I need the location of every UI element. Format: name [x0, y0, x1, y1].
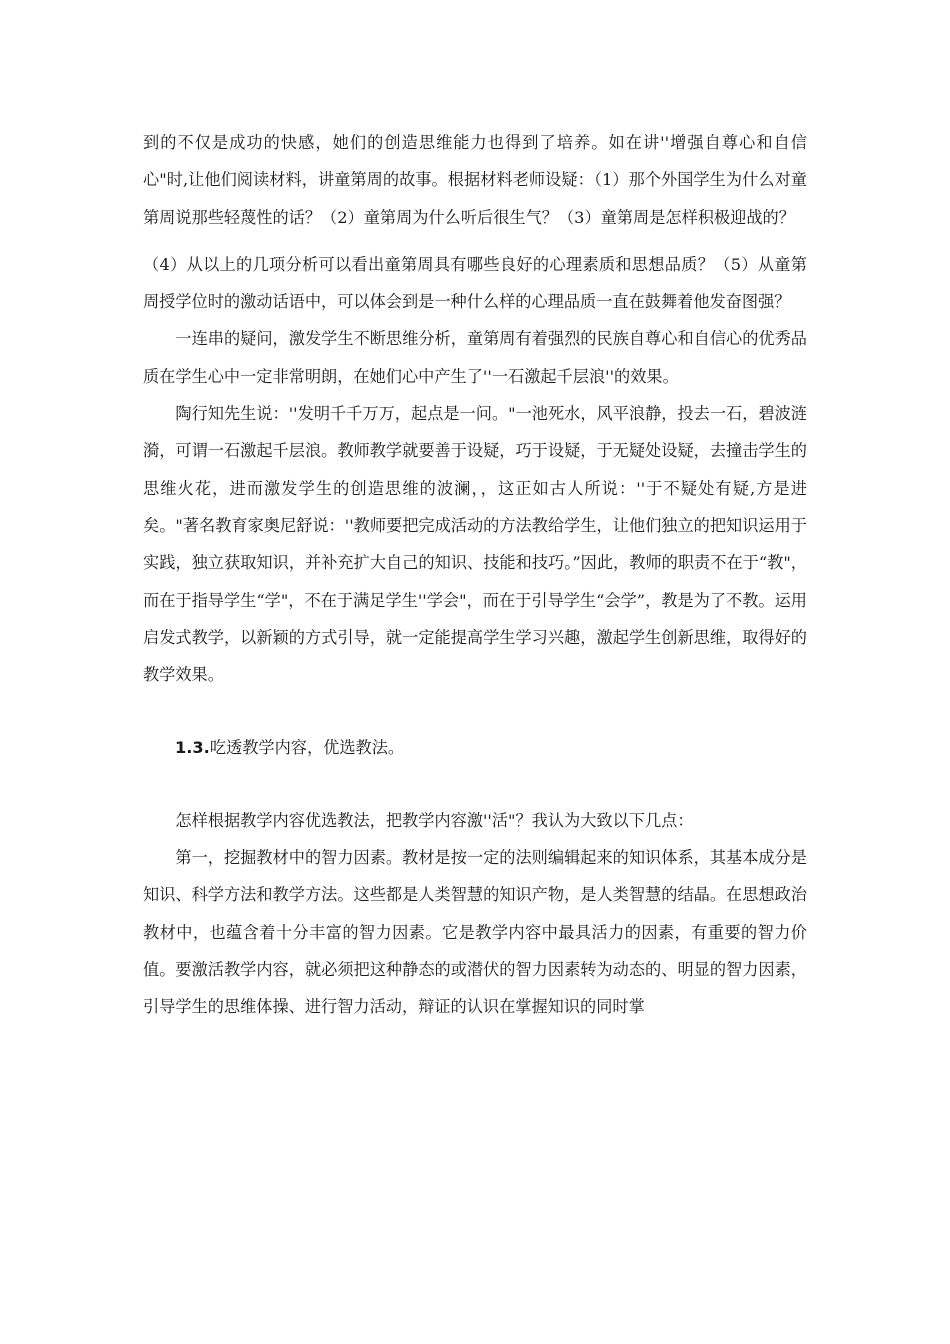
- section-number: 1.3.: [175, 738, 210, 758]
- paragraph-4: 陶行知先生说：''发明千千万万，起点是一问。"一池死水，风平浪静，投去一石，碧波涟漪，可谓一石激起千层浪。教师教学就要善于设疑，巧于设疑，于无疑处设疑，去撞击学生的思维火花，进而激发学生的创造思维的波澜，，这正如古人所说：''于不疑处有疑,方是进矣。"著名教育家奥尼舒说：''教师要把完成活动的方法教给学生，让他们独立的把知识运用于实践，独立获取知识，并补充扩大自己的知识、技能和技巧。”因此，教师的职责不在于“教"，而在于指导学生“学"，不在于满足学生''学会"，而在于引导学生“会学”，教是为了不教。运用启发式教学，以新颖的方式引导，就一定能提高学生学习兴趣，激起学生创新思维，取得好的教学效果。: [143, 404, 807, 685]
- paragraph-6: 第一，挖掘教材中的智力因素。教材是按一定的法则编辑起来的知识体系，其基本成分是知识、科学方法和教学方法。这些都是人类智慧的知识产物，是人类智慧的结晶。在思想政治教材中，也蕴含着十分丰富的智力因素。它是教学内容中最具活力的因素，有重要的智力价值。要激活教学内容，就必须把这种静态的或潜伏的智力因素转为动态的、明显的智力因素，引导学生的思维体操、进行智力活动，辩证的认识在掌握知识的同时掌: [143, 848, 807, 1017]
- paragraph-5: 怎样根据教学内容优选教法，把教学内容激''活"？我认为大致以下几点：: [175, 810, 694, 830]
- paragraph-2: （4）从以上的几项分析可以看出童第周具有哪些良好的心理素质和思想品质？（5）从童第周授学位时的激动话语中，可以体会到是一种什么样的心理品质一直在鼓舞着他发奋图强？: [143, 254, 807, 312]
- document-body: [143, 124, 807, 1026]
- paragraph-3: 一连串的疑问，激发学生不断思维分析，童第周有着强烈的民族自尊心和自信心的优秀品质在学生心中一定非常明朗，在她们心中产生了''一石激起千层浪''的效果。: [143, 329, 807, 386]
- section-title: 吃透教学内容，优选教法。: [209, 738, 405, 758]
- paragraph-1: 到的不仅是成功的快感，她们的创造思维能力也得到了培养。如在讲''增强自尊心和自信心"时,让他们阅读材料，讲童第周的故事。根据材料老师设疑：（1）那个外国学生为什么对童第周说那些轻蔑性的话？（2）童第周为什么听后很生气？（3）童第周是怎样积极迎战的？: [143, 133, 807, 227]
- section-heading: [175, 729, 807, 766]
